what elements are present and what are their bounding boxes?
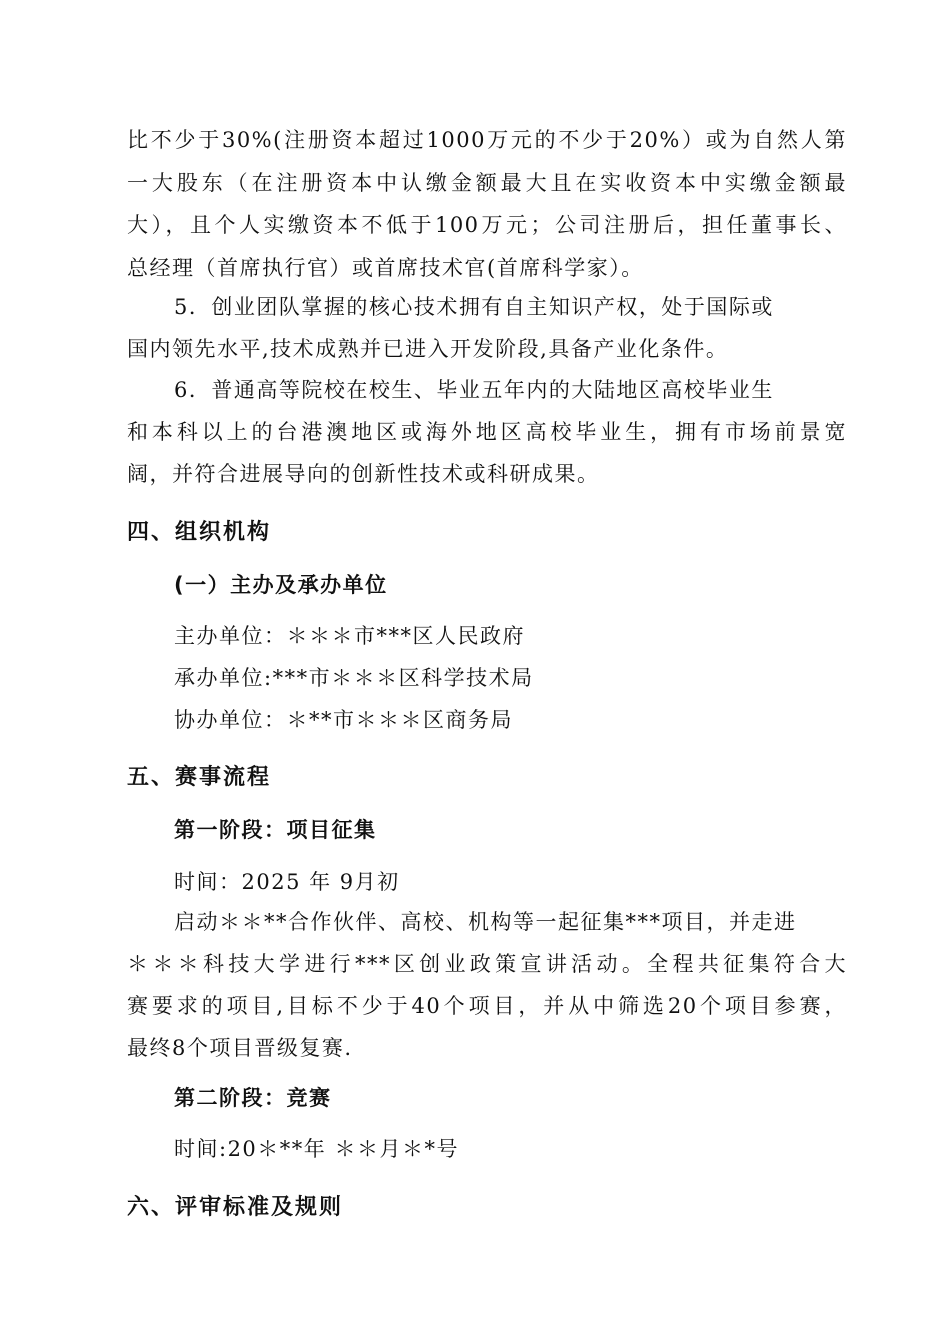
section-heading-4: 四、组织机构 bbox=[127, 520, 272, 545]
stage-1-description-line: 赛要求的项目,目标不少于40个项目，并从中筛选20个项目参赛， bbox=[127, 994, 847, 1018]
stage-1-description-line: 最终8个项目晋级复赛. bbox=[127, 1036, 353, 1060]
organizer-unit: 承办单位:***市＊＊＊区科学技术局 bbox=[174, 666, 534, 690]
paragraph-line: 大），且个人实缴资本不低于100万元；公司注册后，担任董事长、 bbox=[127, 213, 847, 237]
list-item-6-line: 和本科以上的台港澳地区或海外地区高校毕业生，拥有市场前景宽 bbox=[127, 420, 847, 444]
list-item-5-line: 国内领先水平,技术成熟并已进入开发阶段,具备产业化条件。 bbox=[127, 337, 729, 361]
stage-1-description-line: 启动＊＊**合作伙伴、高校、机构等一起征集***项目，并走进 bbox=[174, 910, 797, 934]
paragraph-line: 总经理（首席执行官）或首席技术官(首席科学家）。 bbox=[127, 256, 644, 280]
list-item-6-line: 6．普通高等院校在校生、毕业五年内的大陆地区高校毕业生 bbox=[174, 378, 774, 402]
stage-2-time: 时间:20＊**年 ＊＊月＊*号 bbox=[174, 1137, 459, 1161]
section-heading-5: 五、赛事流程 bbox=[127, 765, 272, 790]
section-heading-6: 六、评审标准及规则 bbox=[127, 1195, 344, 1220]
subsection-heading: (一）主办及承办单位 bbox=[174, 573, 388, 597]
paragraph-line: 比不少于30%(注册资本超过1000万元的不少于20%）或为自然人第 bbox=[127, 128, 847, 152]
co-organizer-unit: 协办单位：＊**市＊＊＊区商务局 bbox=[174, 708, 513, 732]
stage-1-heading: 第一阶段：项目征集 bbox=[174, 818, 377, 842]
list-item-5-line: 5．创业团队掌握的核心技术拥有自主知识产权，处于国际或 bbox=[174, 295, 774, 319]
stage-1-description-line: ＊＊＊科技大学进行***区创业政策宣讲活动。全程共征集符合大 bbox=[127, 952, 847, 976]
list-item-6-line: 阔，并符合进展导向的创新性技术或科研成果。 bbox=[127, 462, 600, 486]
host-unit: 主办单位：＊＊＊市***区人民政府 bbox=[174, 624, 525, 648]
stage-2-heading: 第二阶段：竞赛 bbox=[174, 1086, 332, 1110]
stage-1-time: 时间：2025 年 9月初 bbox=[174, 870, 400, 894]
paragraph-line: 一大股东（在注册资本中认缴金额最大且在实收资本中实缴金额最 bbox=[127, 171, 847, 195]
